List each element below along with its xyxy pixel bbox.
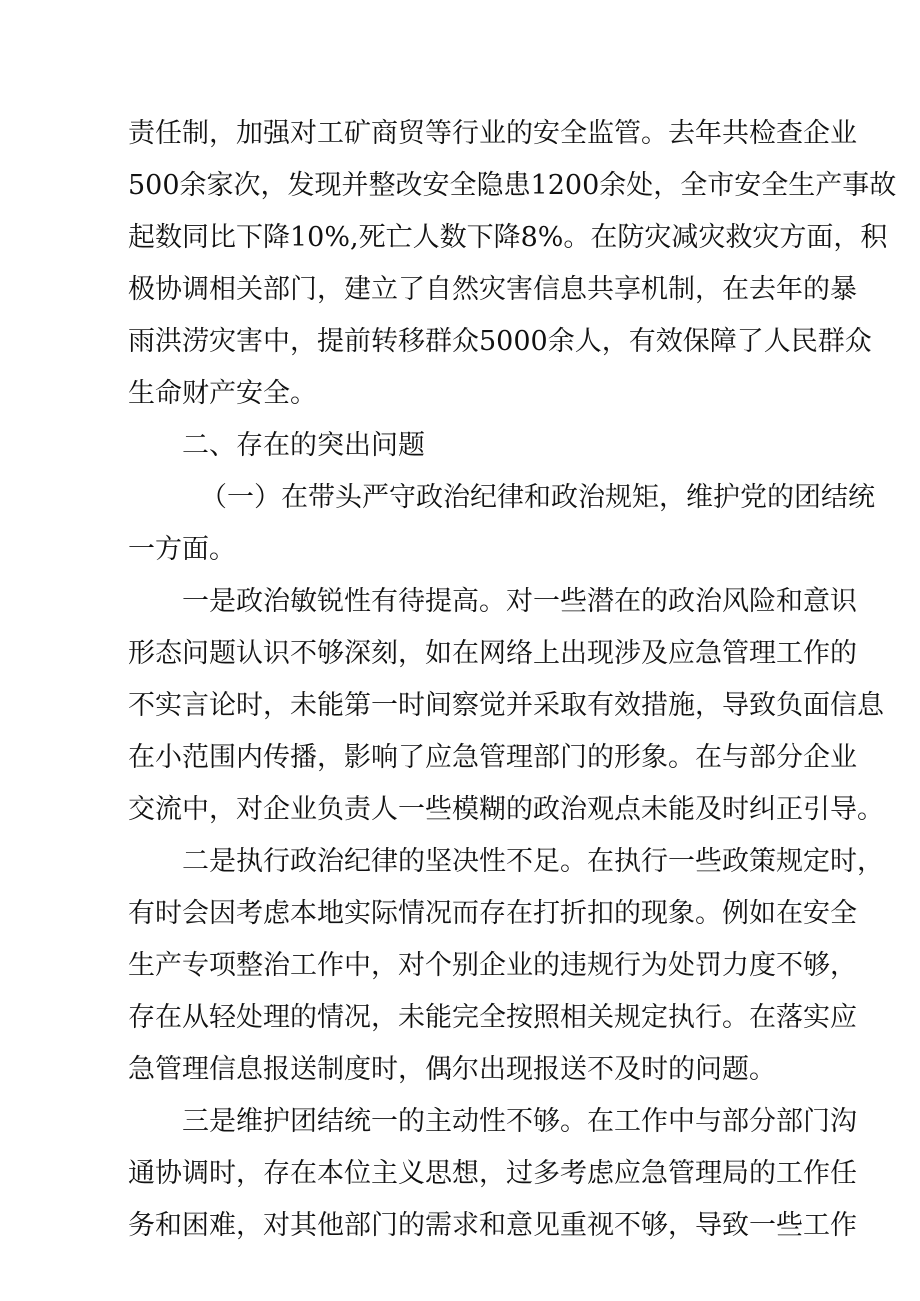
- text-line: 交流中，对企业负责人一些模糊的政治观点未能及时纠正引导。: [128, 794, 884, 825]
- subsection-heading: （一）在带头严守政治纪律和政治规矩，维护党的团结统: [200, 482, 875, 513]
- text-line: 在小范围内传播，影响了应急管理部门的形象。在与部分企业: [128, 742, 857, 773]
- text-line: 通协调时，存在本位主义思想，过多考虑应急管理局的工作任: [128, 1158, 857, 1189]
- text-line: 存在从轻处理的情况，未能完全按照相关规定执行。在落实应: [128, 1002, 857, 1033]
- text-line: 极协调相关部门，建立了自然灾害信息共享机制，在去年的暴: [128, 274, 857, 305]
- text-line: 形态问题认识不够深刻，如在网络上出现涉及应急管理工作的: [128, 638, 857, 669]
- text-line: 生命财产安全。: [128, 378, 317, 409]
- document-body: [128, 108, 897, 1252]
- text-line: 起数同比下降10%,死亡人数下降8%。在防灾减灾救灾方面，积: [128, 222, 888, 253]
- text-line: 生产专项整治工作中，对个别企业的违规行为处罚力度不够，: [128, 950, 857, 981]
- section-heading: 二、存在的突出问题: [182, 430, 425, 461]
- text-line: 有时会因考虑本地实际情况而存在打折扣的现象。例如在安全: [128, 898, 857, 929]
- paragraph-start: 二是执行政治纪律的坚决性不足。在执行一些政策规定时，: [182, 846, 884, 877]
- paragraph-start: 一是政治敏锐性有待提高。对一些潜在的政治风险和意识: [182, 586, 857, 617]
- text-line: 一方面。: [128, 534, 236, 565]
- text-line: 不实言论时，未能第一时间察觉并采取有效措施，导致负面信息: [128, 690, 884, 721]
- text-line: 500余家次，发现并整改安全隐患1200余处，全市安全生产事故: [128, 170, 897, 201]
- text-line: 急管理信息报送制度时，偶尔出现报送不及时的问题。: [128, 1054, 776, 1085]
- text-line: 雨洪涝灾害中，提前转移群众5000余人，有效保障了人民群众: [128, 326, 872, 357]
- paragraph-start: 三是维护团结统一的主动性不够。在工作中与部分部门沟: [182, 1106, 857, 1137]
- text-line: 务和困难，对其他部门的需求和意见重视不够，导致一些工作: [128, 1210, 857, 1241]
- text-line: 责任制，加强对工矿商贸等行业的安全监管。去年共检查企业: [128, 118, 857, 149]
